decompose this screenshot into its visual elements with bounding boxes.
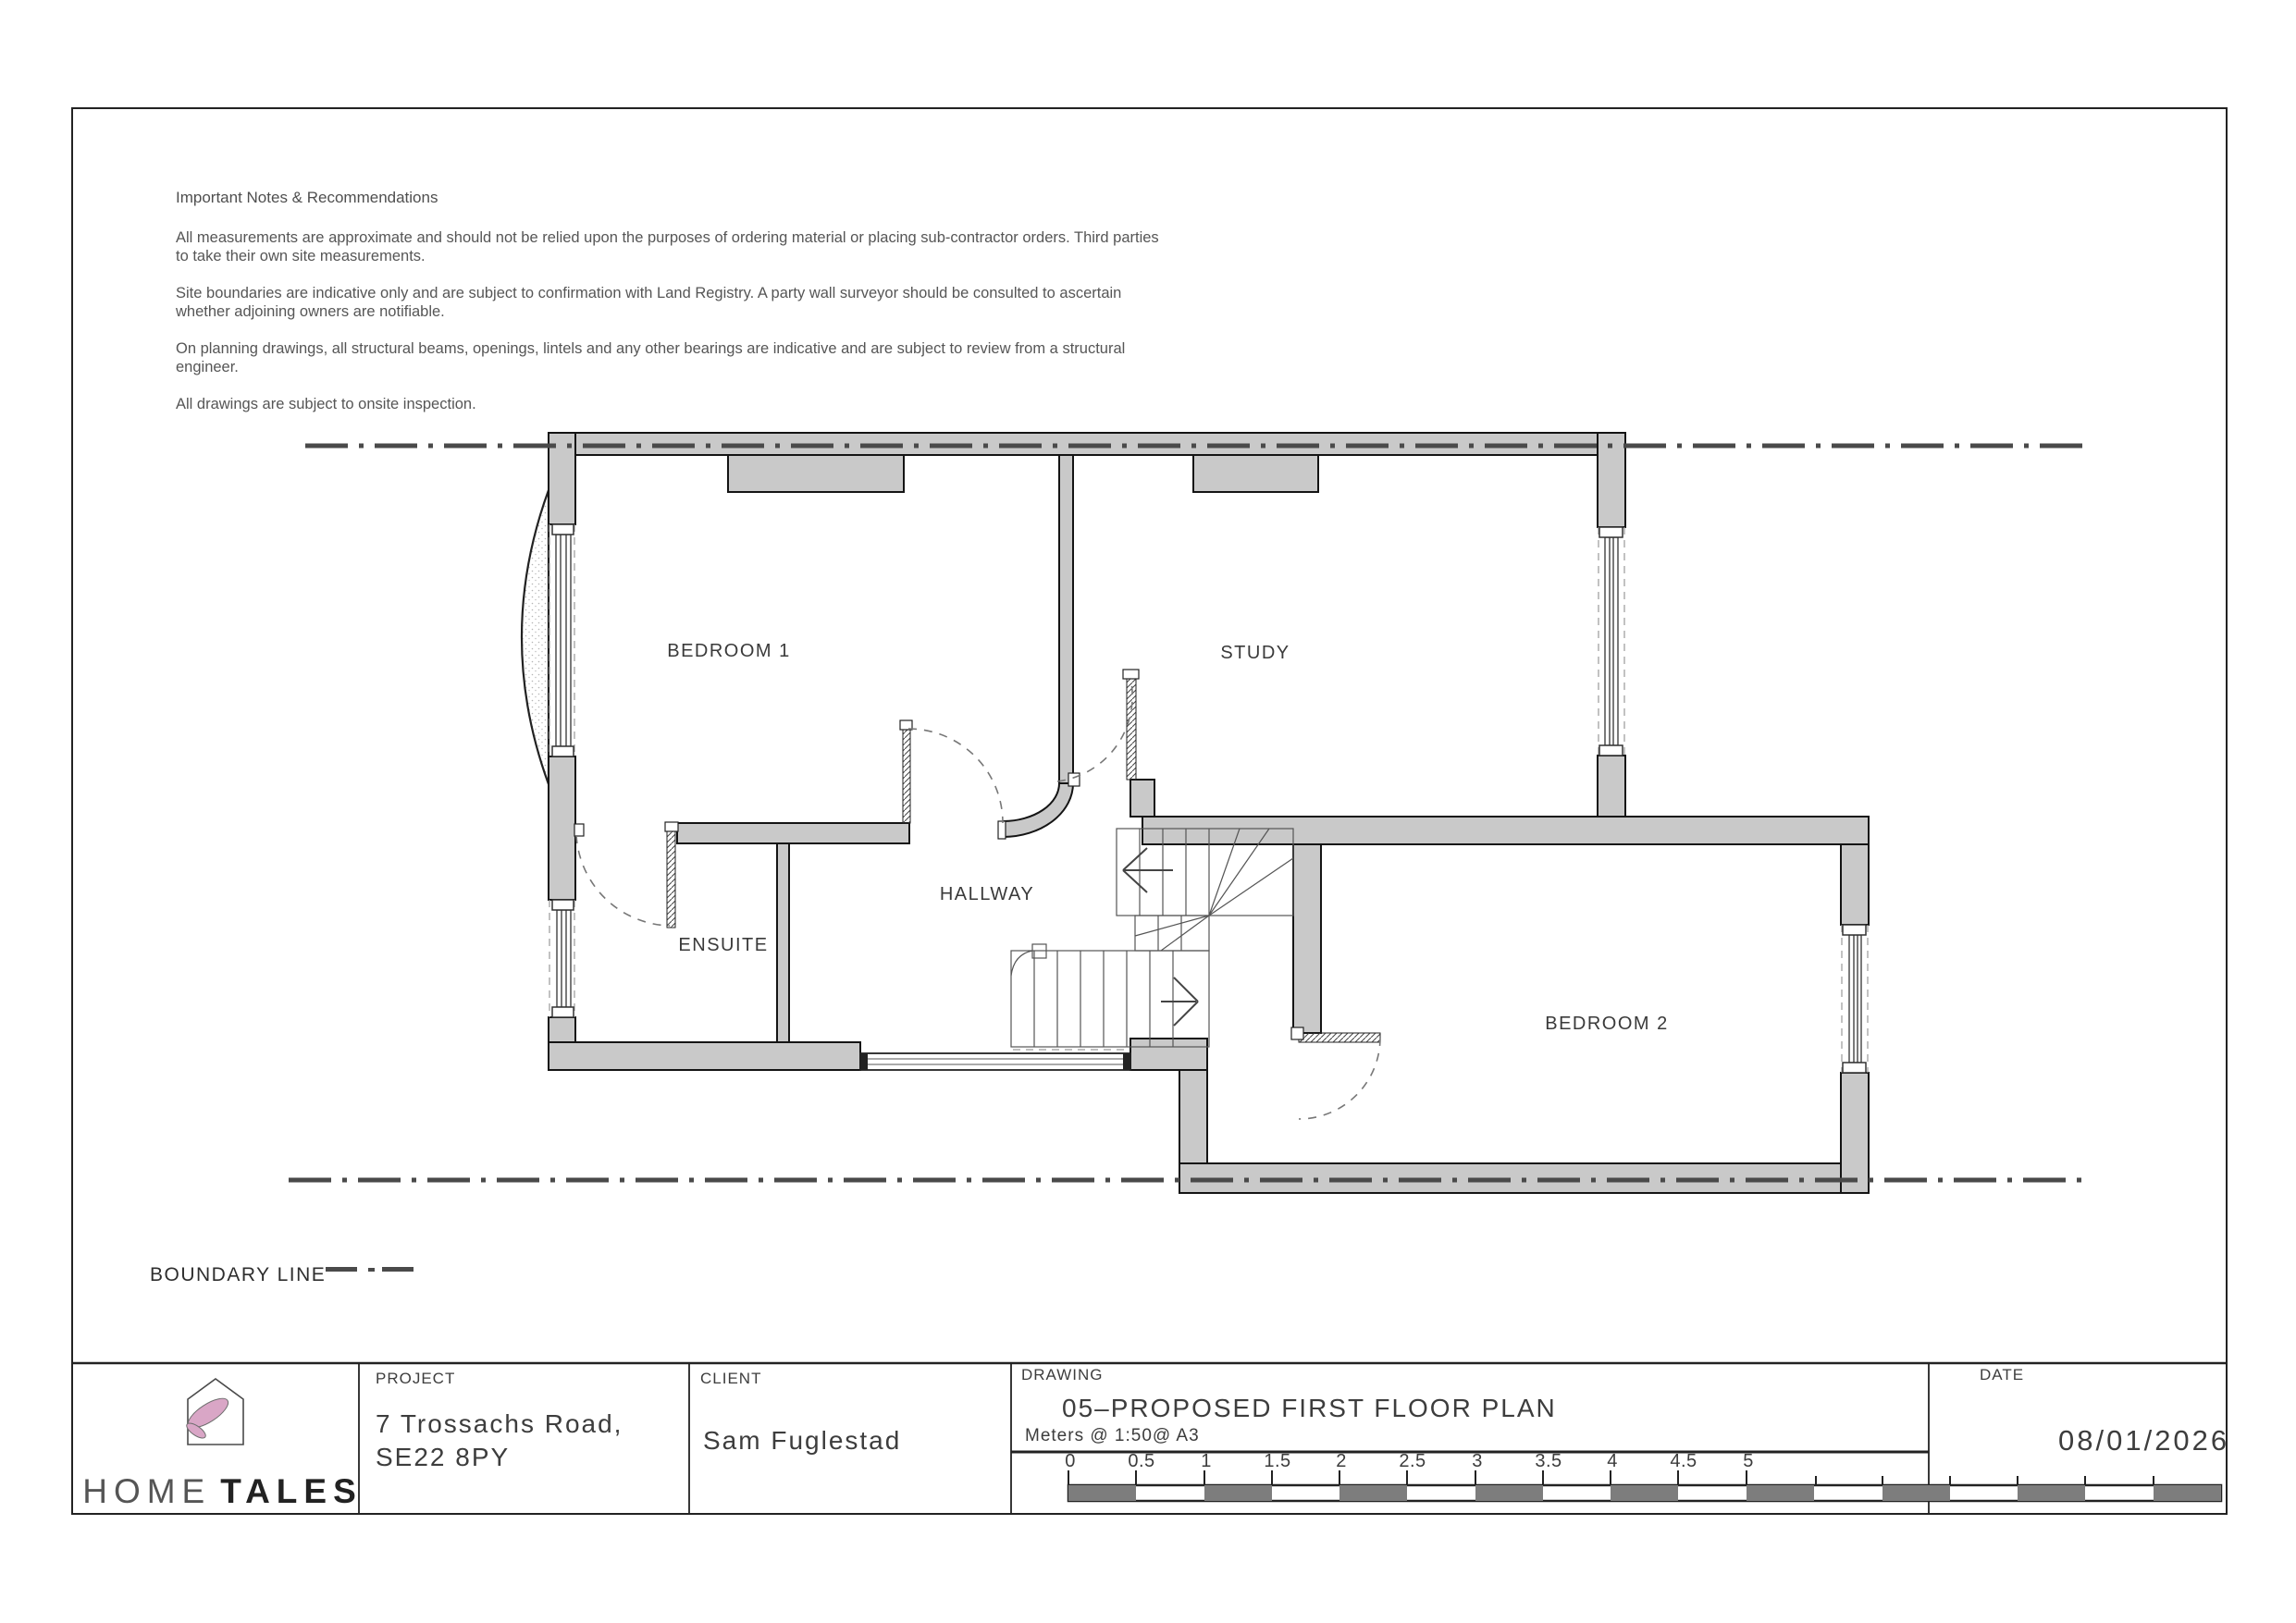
ensuite-window-frame xyxy=(557,910,571,1007)
logo-word-tales: TALES xyxy=(220,1472,363,1510)
floor-plan xyxy=(289,433,2089,1193)
room-label-hallway: HALLWAY xyxy=(939,884,1035,904)
stairs xyxy=(1011,829,1293,1047)
ensuite-top-wall xyxy=(677,823,909,843)
date-label: DATE xyxy=(1980,1366,2025,1383)
study-wall-stub xyxy=(1130,780,1154,817)
scale-bar-ticks xyxy=(1068,1470,2154,1485)
client-label: CLIENT xyxy=(700,1370,762,1387)
scale-label-4: 4 xyxy=(1607,1451,1618,1471)
bedroom2-door-arc xyxy=(1299,1038,1380,1119)
landing-window xyxy=(860,1053,1130,1070)
scale-label-3: 3 xyxy=(1472,1451,1483,1471)
bedroom2-door-leaf xyxy=(1299,1033,1380,1042)
study-right-pier-bottom xyxy=(1598,756,1625,817)
bedroom1-door-arc xyxy=(908,729,1003,823)
room-label-bedroom2: BEDROOM 2 xyxy=(1545,1014,1669,1034)
stair-arrow-down xyxy=(1161,977,1198,1026)
chimney-breast-study xyxy=(1193,455,1318,492)
scale-bar xyxy=(1025,1426,2221,1501)
room-label-bedroom1: BEDROOM 1 xyxy=(667,641,791,661)
home-tales-logo-text xyxy=(81,1472,364,1511)
logo-word-home: HOME xyxy=(82,1472,212,1510)
scale-label-0_5: 0.5 xyxy=(1128,1451,1155,1471)
left-wall-pier-mid xyxy=(549,756,575,900)
project-value-line1: 7 Trossachs Road, xyxy=(376,1409,623,1438)
notes-title: Important Notes & Recommendations xyxy=(176,189,438,206)
drawing-label: DRAWING xyxy=(1021,1366,1104,1383)
study-stud-wall xyxy=(1127,678,1136,780)
scale-label-1: 1 xyxy=(1201,1451,1212,1471)
room-label-study: STUDY xyxy=(1220,643,1290,663)
notes-paragraph: On planning drawings, all structural beams, openings, lintels and any other bearings are indicative and are subject to review from a structural engineer. xyxy=(176,340,1126,375)
boundary-legend xyxy=(150,1264,414,1285)
bedroom2-top-wall xyxy=(1142,817,1869,844)
room-label-ensuite: ENSUITE xyxy=(678,935,769,955)
stair-direction-arrows xyxy=(1123,848,1198,1026)
boundary-legend-label: BOUNDARY LINE xyxy=(150,1264,327,1285)
scale-label-2: 2 xyxy=(1336,1451,1347,1471)
scale-bar-labels xyxy=(1065,1451,1754,1471)
chimney-breast-bedroom1 xyxy=(728,455,904,492)
curved-hallway-wall xyxy=(1004,783,1073,837)
bottom-wall-left xyxy=(549,1042,860,1070)
home-tales-logo-mark xyxy=(184,1379,243,1445)
notes-paragraph: Site boundaries are indicative only and are subject to confirmation with Land Registry. A party wall surveyor should be consulted to ascertain whether adjoining owners are notifiable. xyxy=(176,285,1122,320)
bedroom2-right-pier-bottom xyxy=(1841,1073,1869,1193)
study-window-frame xyxy=(1605,537,1618,745)
bay-window-frame xyxy=(556,535,571,746)
scale-label-5: 5 xyxy=(1743,1451,1754,1471)
scale-label-3_5: 3.5 xyxy=(1535,1451,1562,1471)
stair-divider-wall xyxy=(1293,844,1321,1033)
project-value-line2: SE22 8PY xyxy=(376,1443,511,1471)
scale-label-0: 0 xyxy=(1065,1451,1076,1471)
bedroom1-hallway-divider xyxy=(1059,455,1073,783)
client-value: Sam Fuglestad xyxy=(703,1426,902,1455)
door-hinges xyxy=(574,670,1303,1039)
scale-label-1_5: 1.5 xyxy=(1264,1451,1291,1471)
scale-label-4_5: 4.5 xyxy=(1670,1451,1697,1471)
ensuite-east-wall xyxy=(777,843,789,1042)
scale-caption: Meters @ 1:50@ A3 xyxy=(1025,1426,1200,1445)
project-label: PROJECT xyxy=(376,1370,456,1387)
date-value: 08/01/2026 xyxy=(2058,1424,2230,1457)
stair-arrow-up xyxy=(1123,848,1173,892)
boundary-legend-sample xyxy=(326,1267,414,1272)
notes-paragraph: All drawings are subject to onsite inspection. xyxy=(176,396,476,412)
ensuite-door-arc xyxy=(576,835,670,926)
bedroom1-door-leaf xyxy=(903,727,910,823)
scale-label-2_5: 2.5 xyxy=(1399,1451,1426,1471)
bay-window-arc xyxy=(522,490,549,784)
bedroom2-window-frame xyxy=(1849,935,1861,1063)
scale-bar-segments xyxy=(1068,1485,2221,1501)
notes-paragraph: All measurements are approximate and should not be relied upon the purposes of ordering material or placing sub-contractor orders. Third parties to take their own site measurements. xyxy=(176,229,1159,264)
walls xyxy=(549,433,1869,1193)
ensuite-door-leaf xyxy=(667,830,675,928)
stud-walls xyxy=(667,678,1380,1042)
notes-block xyxy=(176,189,1240,432)
bottom-wall-corner xyxy=(1130,1039,1207,1070)
drawing-value: 05–PROPOSED FIRST FLOOR PLAN xyxy=(1062,1394,1557,1422)
